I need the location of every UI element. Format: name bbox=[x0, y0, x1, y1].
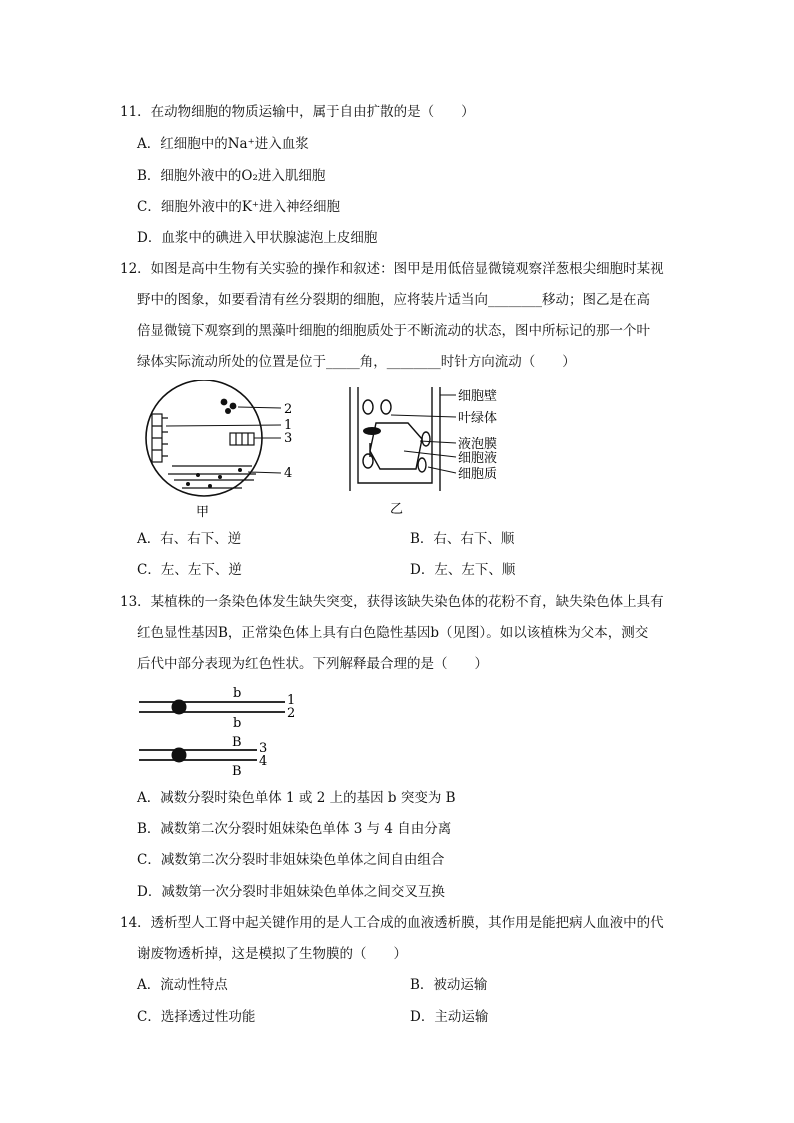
jia-label-2: 2 bbox=[284, 402, 293, 417]
figure-yi bbox=[340, 385, 530, 525]
q13-option-c: C．减数第二次分裂时非姐妹染色单体之间自由组合 bbox=[137, 852, 445, 868]
chromatid-number-3: 3 bbox=[259, 741, 268, 756]
jia-label-3: 3 bbox=[284, 431, 293, 446]
jia-label-1: 1 bbox=[284, 418, 293, 433]
q12-stem-line4: 绿体实际流动所处的位置是位于_____角，________时针方向流动（ ） bbox=[137, 354, 576, 370]
gene-b-2: b bbox=[233, 716, 242, 731]
centromere-normal bbox=[172, 700, 187, 715]
yi-label-cell-wall: 细胞壁 bbox=[458, 389, 498, 404]
q13-option-d: D．减数第一次分裂时非姐妹染色单体之间交叉互换 bbox=[137, 884, 445, 900]
gene-b-1: b bbox=[233, 686, 242, 701]
q12-stem-line2: 野中的图象，如要看清有丝分裂期的细胞，应将装片适当向________移动；图乙是在高 bbox=[137, 292, 650, 308]
jia-label-4: 4 bbox=[284, 466, 293, 481]
jia-caption: 甲 bbox=[196, 505, 210, 520]
q14-option-c: C．选择透过性功能 bbox=[137, 1009, 256, 1025]
figure-chromosomes bbox=[135, 683, 315, 779]
q11-option-c: C．细胞外液中的K⁺进入神经细胞 bbox=[137, 199, 341, 215]
q12-option-d: D．左、左下、顺 bbox=[410, 562, 516, 578]
chromatid-number-4: 4 bbox=[259, 754, 268, 769]
centromere-deleted bbox=[172, 748, 187, 763]
q14-stem-line2: 谢废物透析掉，这是模拟了生物膜的（ ） bbox=[137, 946, 407, 962]
figure-jia bbox=[138, 380, 298, 520]
q11-option-d: D．血浆中的碘进入甲状腺滤泡上皮细胞 bbox=[137, 230, 378, 246]
q13-option-a: A．减数分裂时染色单体 1 或 2 上的基因 b 突变为 B bbox=[137, 790, 456, 806]
q12-option-a: A．右、右下、逆 bbox=[137, 531, 242, 547]
chromatid-number-2: 2 bbox=[287, 706, 296, 721]
q13-stem-line2: 红色显性基因B，正常染色体上具有白色隐性基因b（见图）。如以该植株为父本，测交 bbox=[137, 625, 649, 641]
q12-option-b: B．右、右下、顺 bbox=[410, 531, 515, 547]
yi-label-cytoplasm: 细胞质 bbox=[458, 467, 498, 482]
gene-B-3: B bbox=[232, 735, 242, 750]
q14-option-a: A．流动性特点 bbox=[137, 977, 228, 993]
q13-stem-line3: 后代中部分表现为红色性状。下列解释最合理的是（ ） bbox=[137, 656, 488, 672]
q12-option-c: C．左、左下、逆 bbox=[137, 562, 242, 578]
q11-stem: 11．在动物细胞的物质运输中，属于自由扩散的是（ ） bbox=[120, 104, 475, 120]
yi-label-cell-sap: 细胞液 bbox=[458, 451, 498, 466]
gene-B-4: B bbox=[232, 764, 242, 779]
yi-label-chloroplast: 叶绿体 bbox=[458, 411, 498, 426]
q12-stem-line3: 倍显微镜下观察到的黑藻叶细胞的细胞质处于不断流动的状态，图中所标记的那一个叶 bbox=[137, 323, 650, 339]
q11-option-a: A．红细胞中的Na⁺进入血浆 bbox=[137, 136, 309, 152]
q14-option-b: B．被动运输 bbox=[410, 977, 488, 993]
q12-stem-line1: 12．如图是高中生物有关实验的操作和叙述：图甲是用低倍显微镜观察洋葱根尖细胞时某视 bbox=[120, 261, 664, 277]
yi-label-tonoplast: 液泡膜 bbox=[458, 437, 498, 452]
q14-stem-line1: 14．透析型人工肾中起关键作用的是人工合成的血液透析膜，其作用是能把病人血液中的代 bbox=[120, 915, 664, 931]
q11-option-b: B．细胞外液中的O₂进入肌细胞 bbox=[137, 168, 326, 184]
yi-caption: 乙 bbox=[390, 502, 404, 517]
q13-stem-line1: 13．某植株的一条染色体发生缺失突变，获得该缺失染色体的花粉不育，缺失染色体上具有 bbox=[120, 594, 664, 610]
q14-option-d: D．主动运输 bbox=[410, 1009, 489, 1025]
chromatid-number-1: 1 bbox=[287, 693, 296, 708]
q13-option-b: B．减数第二次分裂时姐妹染色单体 3 与 4 自由分离 bbox=[137, 821, 452, 837]
